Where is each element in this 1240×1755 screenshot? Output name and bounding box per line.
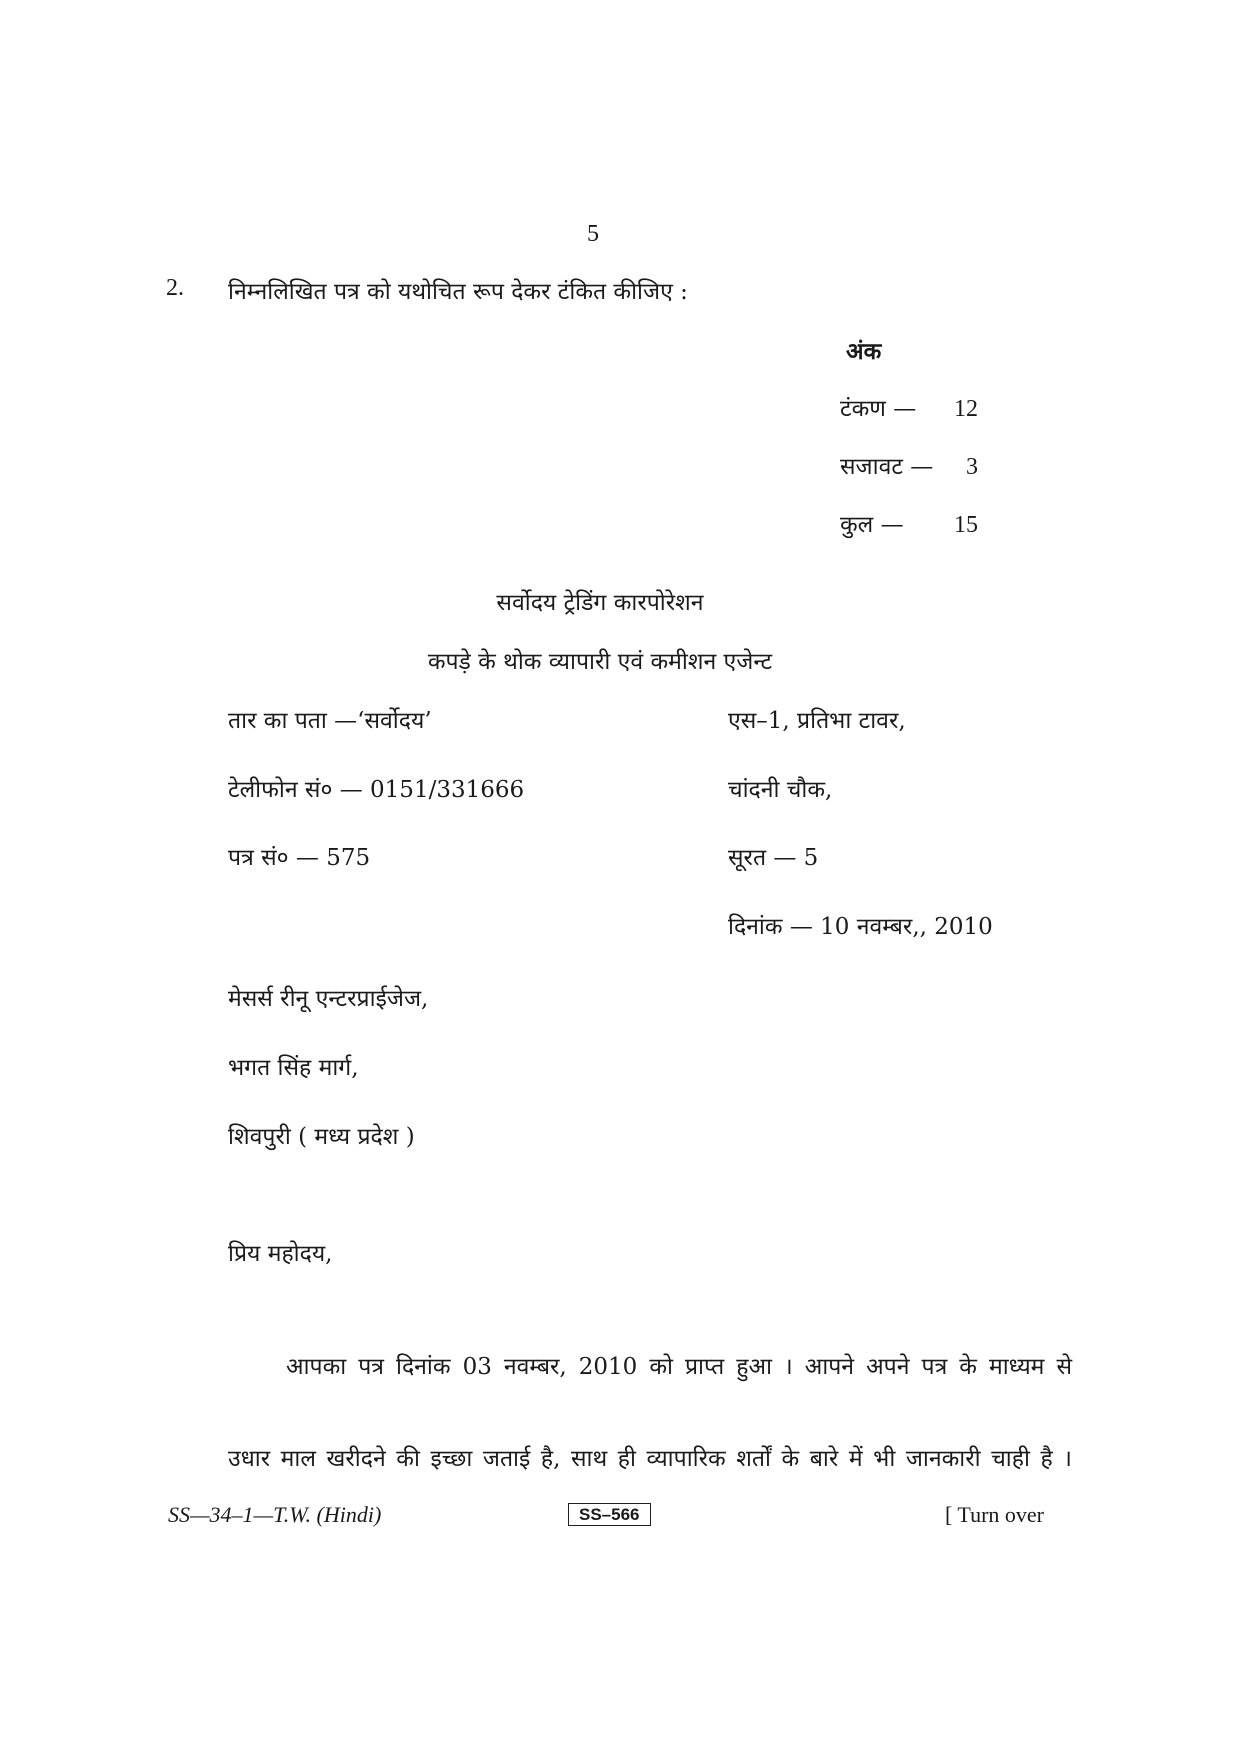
- company-name: सर्वोदय ट्रेडिंग कारपोरेशन: [496, 590, 704, 616]
- question-number: 2.: [166, 275, 184, 301]
- page-number: 5: [587, 221, 599, 247]
- marks-label: कुल —: [840, 512, 904, 538]
- telegram-address: तार का पता —‘सर्वोदय’: [228, 708, 432, 734]
- marks-value: 12: [954, 396, 978, 422]
- paper-code: SS—34–1—T.W. (Hindi): [168, 1502, 382, 1527]
- salutation: प्रिय महोदय,: [228, 1241, 333, 1267]
- sender-address-line2: चांदनी चौक,: [728, 777, 833, 803]
- telephone-number: टेलीफोन सं० — 0151/331666: [228, 777, 525, 803]
- turn-over: [ Turn over: [945, 1502, 1045, 1527]
- letter-date: दिनांक — 10 नवम्बर,, 2010: [728, 914, 993, 940]
- letter-number: पत्र सं० — 575: [228, 845, 371, 871]
- company-tagline: कपड़े के थोक व्यापारी एवं कमीशन एजेन्ट: [427, 649, 773, 675]
- marks-row-decoration: [840, 449, 978, 481]
- marks-row-typing: [840, 391, 978, 423]
- recipient-name: मेसर्स रीनू एन्टरप्राईजेज,: [228, 986, 429, 1012]
- series-box: SS–566: [568, 1503, 651, 1526]
- marks-value: 15: [954, 512, 978, 538]
- recipient-city: शिवपुरी ( मध्य प्रदेश ): [228, 1124, 415, 1150]
- marks-value: 3: [966, 454, 978, 480]
- marks-label: सजावट —: [840, 454, 934, 480]
- marks-label: टंकण —: [840, 396, 917, 422]
- question-text: निम्नलिखित पत्र को यथोचित रूप देकर टंकित कीजिए :: [228, 279, 688, 305]
- sender-address-line1: एस–1, प्रतिभा टावर,: [728, 708, 906, 734]
- marks-row-total: [840, 507, 978, 539]
- recipient-street: भगत सिंह मार्ग,: [228, 1055, 359, 1081]
- body-line-1: आपका पत्र दिनांक 03 नवम्बर, 2010 को प्राप्त हुआ । आपने अपने पत्र के माध्यम से: [286, 1354, 1072, 1380]
- body-line-2: उधार माल खरीदने की इच्छा जताई है, साथ ही व्यापारिक शर्तों के बारे में भी जानकारी चाही है ।: [228, 1446, 1072, 1472]
- marks-heading: अंक: [846, 338, 882, 365]
- sender-city: सूरत — 5: [728, 845, 819, 871]
